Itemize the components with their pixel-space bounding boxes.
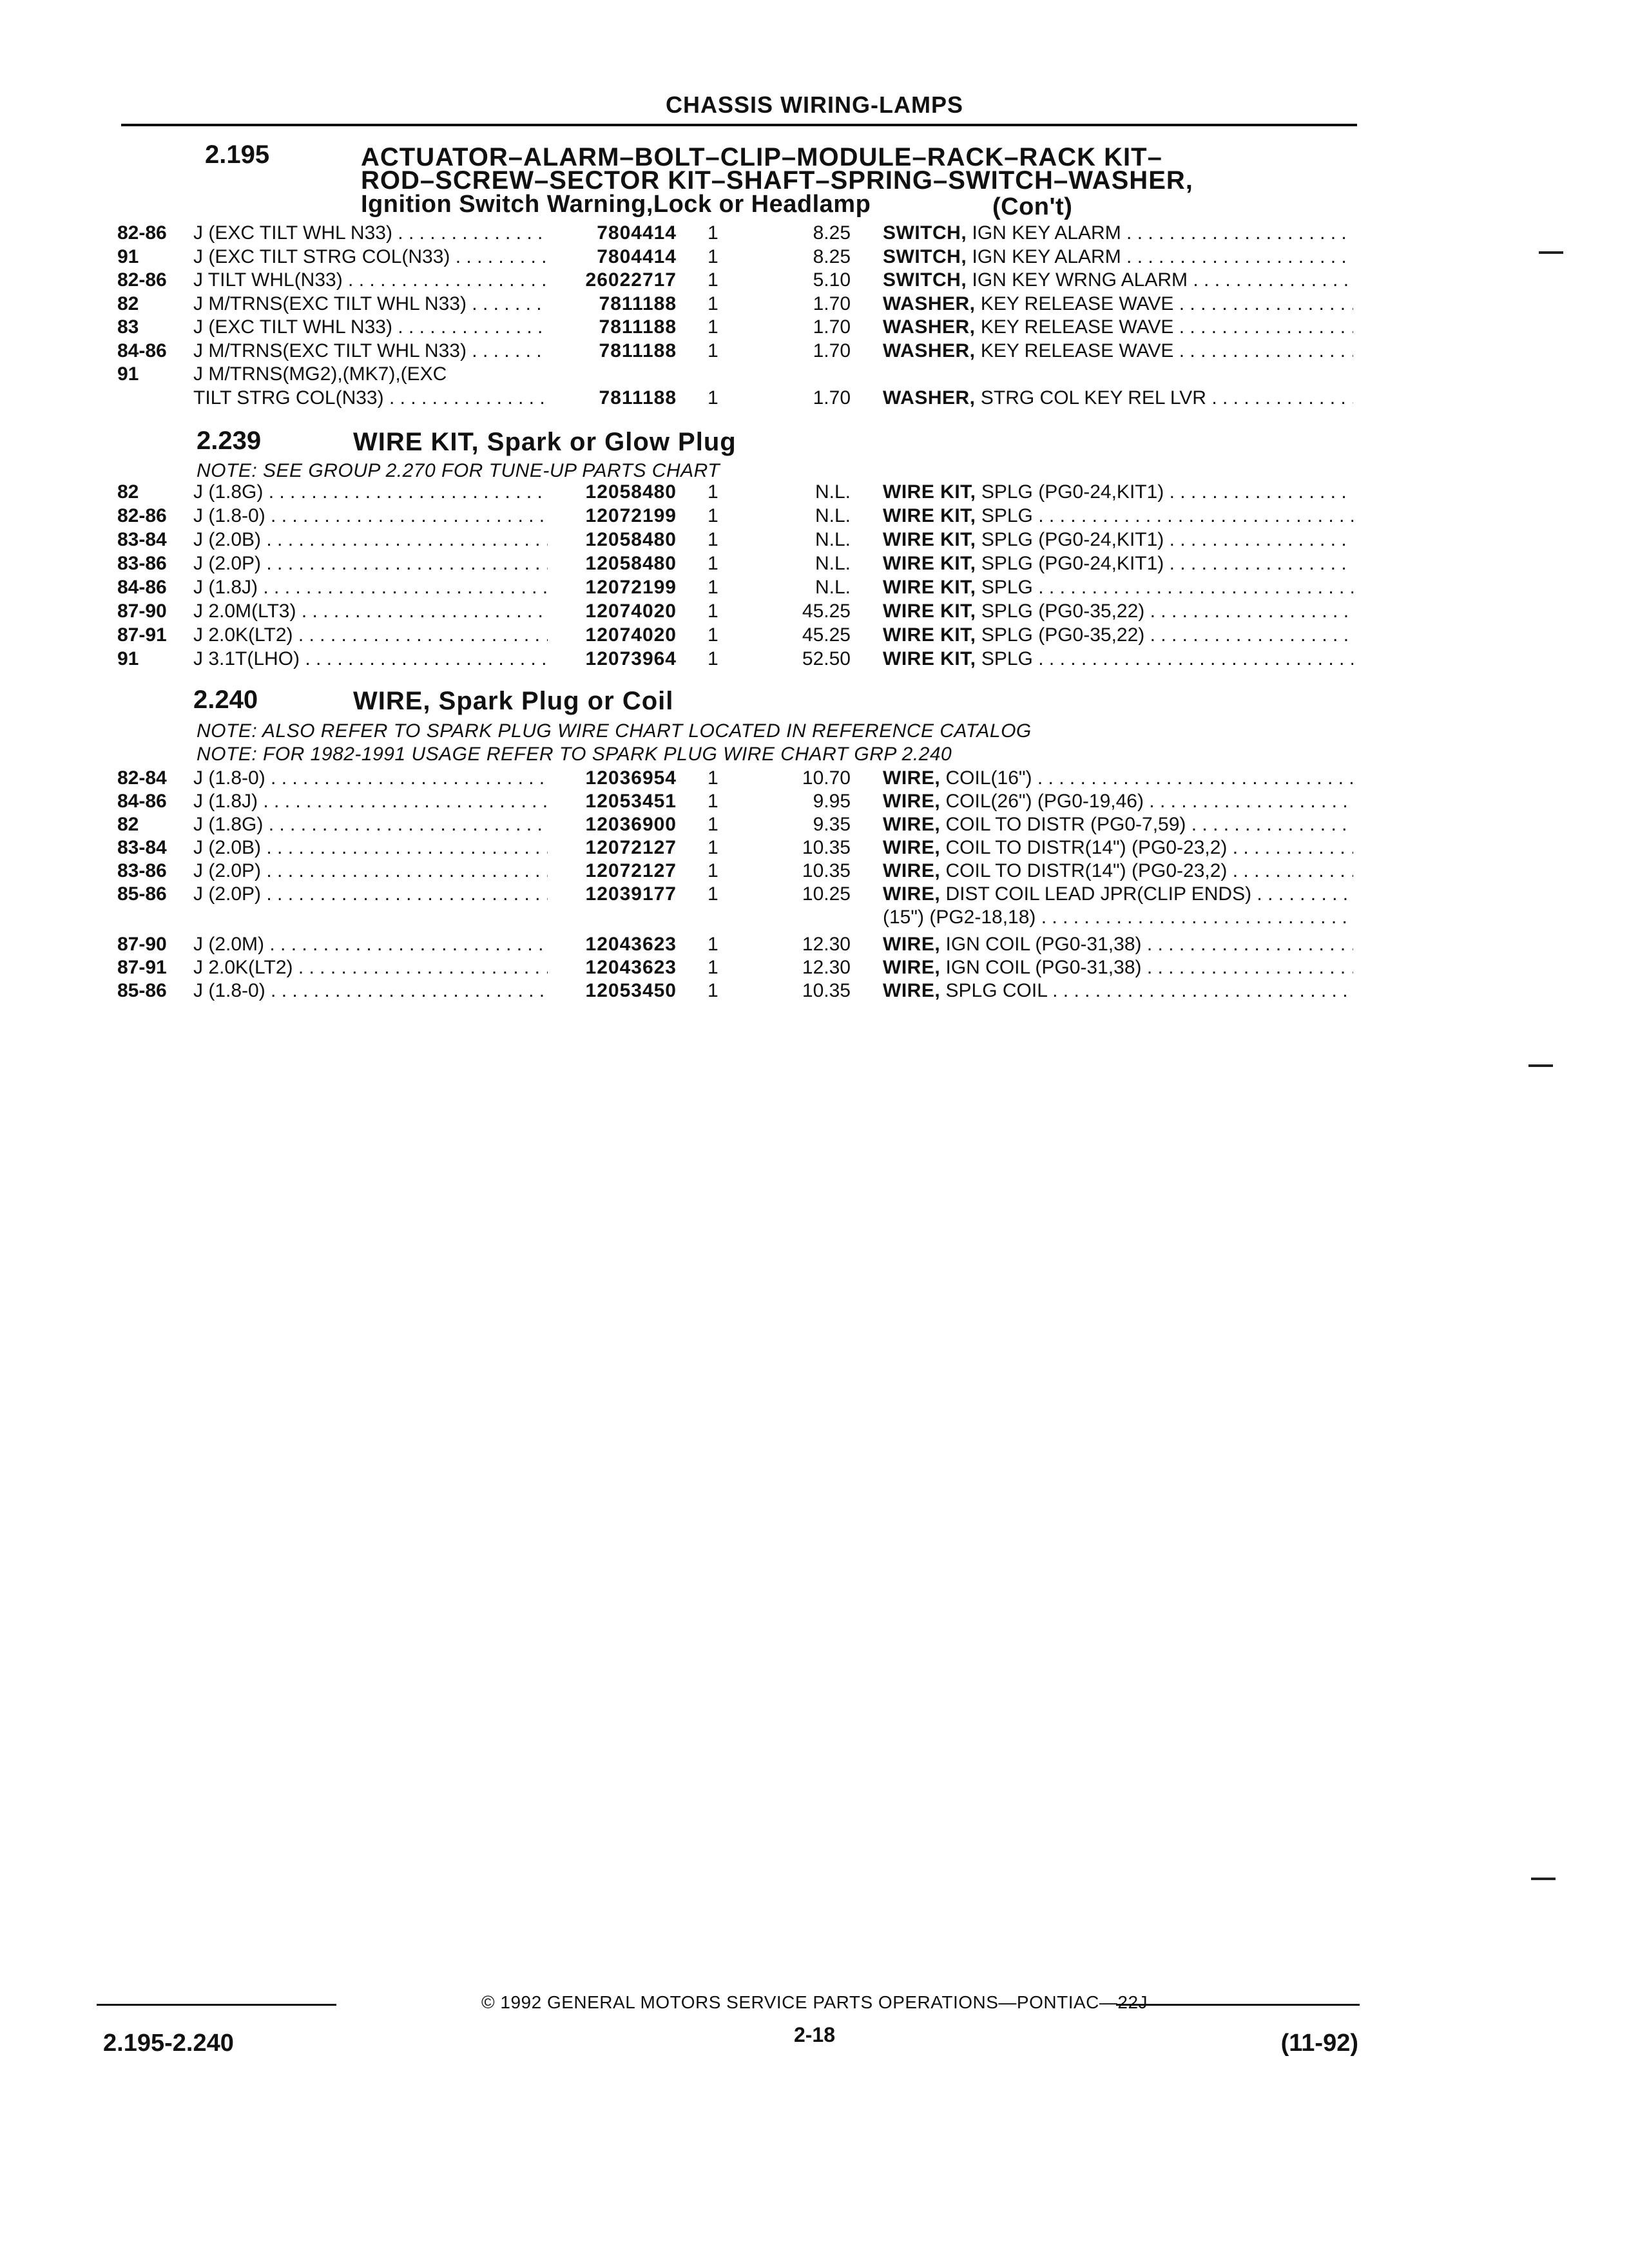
model-years: 82-86 [117, 505, 167, 526]
description [883, 552, 1353, 575]
description-text: COIL TO DISTR(14") (PG0-23,2) [945, 837, 1228, 858]
price: 45.25 [802, 601, 851, 622]
quantity: 1 [708, 316, 718, 338]
quantity: 1 [708, 980, 718, 1001]
application: J 2.0M(LT3) . . . [193, 600, 548, 623]
parts-row [0, 906, 1629, 929]
part-number: 12074020 [585, 624, 677, 646]
application: J (1.8-0) . . . [193, 767, 548, 790]
quantity: 1 [708, 529, 718, 550]
margin-mark [1528, 1064, 1553, 1067]
description-noun: WIRE KIT, [883, 648, 976, 669]
description [883, 624, 1353, 647]
part-number: 7804414 [597, 245, 677, 267]
model-years: 87-90 [117, 934, 167, 955]
quantity: 1 [708, 957, 718, 978]
description-noun: SWITCH, [883, 245, 967, 267]
parts-row [0, 316, 1629, 339]
part-number: 7811188 [599, 387, 677, 408]
description [883, 316, 1353, 339]
parts-row [0, 528, 1629, 552]
price: 5.10 [813, 269, 851, 291]
parts-row [0, 883, 1629, 906]
description [883, 600, 1353, 623]
price: 10.35 [802, 860, 851, 881]
parts-row [0, 387, 1629, 410]
section-title: WIRE KIT, Spark or Glow Plug [353, 428, 737, 456]
application: J M/TRNS(MG2),(MK7),(EXC [193, 363, 447, 385]
section-note: NOTE: ALSO REFER TO SPARK PLUG WIRE CHART LOCATED IN REFERENCE CATALOG [197, 720, 1032, 742]
price: 1.70 [813, 387, 851, 408]
price: 10.35 [802, 837, 851, 858]
model-years: 83-86 [117, 860, 167, 881]
description-text: SPLG (PG0-24,KIT1) [981, 553, 1164, 574]
quantity: 1 [708, 269, 718, 291]
application: J (EXC TILT WHL N33) . . . [193, 316, 548, 339]
description-noun: WIRE, [883, 934, 941, 955]
description-noun: WIRE, [883, 814, 941, 835]
model-years: 82 [117, 481, 139, 503]
part-number: 12073964 [585, 648, 677, 669]
application: J (1.8J) . . . [193, 790, 548, 813]
price: 45.25 [802, 624, 851, 646]
application: J (1.8G) . . . [193, 481, 548, 504]
part-number: 12043623 [585, 957, 677, 978]
quantity: 1 [708, 624, 718, 646]
model-years: 84-86 [117, 340, 167, 361]
description-noun: WIRE, [883, 791, 941, 812]
description [883, 956, 1353, 979]
description-noun: WIRE KIT, [883, 553, 976, 574]
parts-row [0, 860, 1629, 883]
parts-row [0, 293, 1629, 316]
price: 1.70 [813, 340, 851, 361]
model-years: 91 [117, 363, 139, 385]
description-noun: WIRE, [883, 860, 941, 881]
parts-row [0, 481, 1629, 504]
application: J (2.0P) . . . [193, 883, 548, 906]
parts-row [0, 979, 1629, 1003]
part-number: 12058480 [585, 481, 677, 503]
description [883, 648, 1353, 671]
description-text: IGN KEY ALARM [972, 245, 1121, 267]
description [883, 340, 1353, 363]
description-text: COIL TO DISTR(14") (PG0-23,2) [945, 860, 1228, 881]
description [883, 245, 1353, 269]
price: N.L. [815, 529, 851, 550]
description-noun: WIRE KIT, [883, 601, 976, 622]
parts-row [0, 552, 1629, 575]
quantity: 1 [708, 222, 718, 244]
part-number: 12058480 [585, 553, 677, 574]
parts-row [0, 576, 1629, 599]
application: J M/TRNS(EXC TILT WHL N33) . . . [193, 293, 548, 316]
section-subtitle: Ignition Switch Warning,Lock or Headlamp [361, 191, 871, 218]
application: J (2.0B) . . . [193, 528, 548, 552]
description-text: SPLG [981, 577, 1033, 598]
description-text: IGN KEY ALARM [972, 222, 1121, 244]
quantity: 1 [708, 387, 718, 408]
part-number: 12058480 [585, 529, 677, 550]
part-number: 12043623 [585, 934, 677, 955]
parts-row [0, 340, 1629, 363]
quantity: 1 [708, 481, 718, 503]
quantity: 1 [708, 934, 718, 955]
quantity: 1 [708, 293, 718, 314]
margin-mark [1539, 251, 1563, 254]
price: 8.25 [813, 245, 851, 267]
description-text: IGN COIL (PG0-31,38) [945, 934, 1142, 955]
model-years: 83-84 [117, 529, 167, 550]
parts-row [0, 956, 1629, 979]
application: J (2.0P) . . . [193, 552, 548, 575]
description [883, 790, 1353, 813]
description [883, 979, 1353, 1003]
parts-row [0, 767, 1629, 790]
part-number: 12053450 [585, 980, 677, 1001]
header-rule [121, 124, 1357, 126]
price: 1.70 [813, 293, 851, 314]
description [883, 906, 1353, 929]
description [883, 222, 1353, 245]
quantity: 1 [708, 837, 718, 858]
quantity: 1 [708, 791, 718, 812]
part-number: 12072199 [585, 505, 677, 526]
description-text: SPLG (PG0-35,22) [981, 624, 1145, 646]
part-number: 12072199 [585, 577, 677, 598]
description-text: STRG COL KEY REL LVR [980, 387, 1206, 408]
quantity: 1 [708, 648, 718, 669]
part-number: 7804414 [597, 222, 677, 244]
description-noun: WASHER, [883, 340, 976, 361]
description [883, 576, 1353, 599]
application: J (2.0B) . . . [193, 836, 548, 860]
quantity: 1 [708, 553, 718, 574]
price: 9.35 [813, 814, 851, 835]
description-noun: WASHER, [883, 293, 976, 314]
model-years: 82 [117, 814, 139, 835]
description [883, 883, 1353, 906]
application: J (2.0M) . . . [193, 933, 548, 956]
price: 12.30 [802, 934, 851, 955]
model-years: 87-90 [117, 601, 167, 622]
model-years: 87-91 [117, 624, 167, 646]
description-noun: WIRE KIT, [883, 577, 976, 598]
part-number: 12072127 [585, 837, 677, 858]
description-noun: WIRE KIT, [883, 481, 976, 503]
model-years: 85-86 [117, 980, 167, 1001]
application: J 2.0K(LT2) . . . [193, 624, 548, 647]
description-text: KEY RELEASE WAVE [980, 316, 1174, 338]
price: 10.25 [802, 883, 851, 905]
description-text: IGN COIL (PG0-31,38) [945, 957, 1142, 978]
price: 52.50 [802, 648, 851, 669]
quantity: 1 [708, 505, 718, 526]
section-note: NOTE: FOR 1982-1991 USAGE REFER TO SPARK PLUG WIRE CHART GRP 2.240 [197, 744, 952, 765]
application: J 3.1T(LHO) . . . [193, 648, 548, 671]
parts-row [0, 505, 1629, 528]
description-text: SPLG [981, 648, 1033, 669]
price: 10.35 [802, 980, 851, 1001]
parts-row [0, 648, 1629, 671]
quantity: 1 [708, 601, 718, 622]
description-noun: WIRE KIT, [883, 624, 976, 646]
description-text: COIL TO DISTR (PG0-7,59) [945, 814, 1186, 835]
footer-page-number: 2-18 [793, 2023, 836, 2046]
description-text: IGN KEY WRNG ALARM [972, 269, 1188, 291]
section-continued: (Con't) [992, 193, 1073, 220]
application: J (1.8G) . . . [193, 813, 548, 836]
description-text: SPLG (PG0-24,KIT1) [981, 529, 1164, 550]
price: 12.30 [802, 957, 851, 978]
application: J (1.8J) . . . [193, 576, 548, 599]
model-years: 82-86 [117, 269, 167, 291]
description-noun: WIRE, [883, 837, 941, 858]
part-number: 12036954 [585, 767, 677, 789]
application: J (2.0P) . . . [193, 860, 548, 883]
description-noun: WIRE, [883, 980, 941, 1001]
description-text: SPLG [981, 505, 1033, 526]
parts-row [0, 790, 1629, 813]
application: J (EXC TILT WHL N33) . . . [193, 222, 548, 245]
application: TILT STRG COL(N33) . . . [193, 387, 548, 410]
application: J M/TRNS(EXC TILT WHL N33) . . . [193, 340, 548, 363]
description-text: COIL(26") (PG0-19,46) [945, 791, 1144, 812]
price: 10.70 [802, 767, 851, 789]
parts-row [0, 933, 1629, 956]
model-years: 82 [117, 293, 139, 314]
part-number: 12074020 [585, 601, 677, 622]
model-years: 85-86 [117, 883, 167, 905]
description-text: (15") (PG2-18,18) [883, 907, 1036, 928]
description [883, 528, 1353, 552]
section-title: WIRE, Spark Plug or Coil [353, 687, 674, 715]
part-number: 7811188 [599, 340, 677, 361]
footer-revision-date: (11-92) [1280, 2030, 1358, 2057]
part-number: 12036900 [585, 814, 677, 835]
price: N.L. [815, 577, 851, 598]
description [883, 481, 1353, 504]
quantity: 1 [708, 860, 718, 881]
price: N.L. [815, 553, 851, 574]
price: 8.25 [813, 222, 851, 244]
model-years: 83-84 [117, 837, 167, 858]
page-header-title: CHASSIS WIRING-LAMPS [665, 91, 963, 118]
description-noun: WIRE, [883, 883, 941, 905]
description-noun: WIRE, [883, 767, 941, 789]
parts-row [0, 624, 1629, 647]
part-number: 7811188 [599, 293, 677, 314]
footer-copyright: © 1992 GENERAL MOTORS SERVICE PARTS OPERATIONS—PONTIAC—22J [481, 1992, 1148, 2012]
parts-row [0, 363, 1629, 386]
parts-row [0, 222, 1629, 245]
application: J (EXC TILT STRG COL(N33) . . . [193, 245, 548, 269]
quantity: 1 [708, 814, 718, 835]
parts-row [0, 600, 1629, 623]
part-number: 26022717 [585, 269, 677, 291]
quantity: 1 [708, 767, 718, 789]
description-text: COIL(16") [945, 767, 1032, 789]
parts-row [0, 836, 1629, 860]
application: J TILT WHL(N33) . . . [193, 269, 548, 292]
application: J (1.8-0) . . . [193, 979, 548, 1003]
description-noun: WIRE KIT, [883, 529, 976, 550]
part-number: 12039177 [585, 883, 677, 905]
quantity: 1 [708, 245, 718, 267]
application: J 2.0K(LT2) . . . [193, 956, 548, 979]
margin-mark [1531, 1878, 1556, 1880]
model-years: 83 [117, 316, 139, 338]
description-noun: WASHER, [883, 316, 976, 338]
application: J (1.8-0) . . . [193, 505, 548, 528]
description-noun: SWITCH, [883, 222, 967, 244]
description-text: KEY RELEASE WAVE [980, 340, 1174, 361]
part-number: 12053451 [585, 791, 677, 812]
description-text: SPLG (PG0-24,KIT1) [981, 481, 1164, 503]
description [883, 836, 1353, 860]
section-title-line-1: ACTUATOR–ALARM–BOLT–CLIP–MODULE–RACK–RACK KIT– [361, 143, 1162, 171]
price: N.L. [815, 505, 851, 526]
price: 1.70 [813, 316, 851, 338]
description-text: KEY RELEASE WAVE [980, 293, 1174, 314]
model-years: 91 [117, 648, 139, 669]
parts-row [0, 813, 1629, 836]
model-years: 87-91 [117, 957, 167, 978]
model-years: 84-86 [117, 577, 167, 598]
model-years: 83-86 [117, 553, 167, 574]
quantity: 1 [708, 883, 718, 905]
section-number: 2.239 [197, 427, 262, 455]
footer-group-range: 2.195-2.240 [103, 2030, 234, 2057]
description [883, 813, 1353, 836]
description-noun: SWITCH, [883, 269, 967, 291]
section-number: 2.240 [193, 686, 258, 714]
description-noun: WIRE KIT, [883, 505, 976, 526]
description [883, 269, 1353, 292]
model-years: 82-86 [117, 222, 167, 244]
part-number: 12072127 [585, 860, 677, 881]
model-years: 82-84 [117, 767, 167, 789]
description [883, 860, 1353, 883]
description-text: SPLG COIL [945, 980, 1047, 1001]
quantity: 1 [708, 577, 718, 598]
description [883, 933, 1353, 956]
description-noun: WIRE, [883, 957, 941, 978]
part-number: 7811188 [599, 316, 677, 338]
quantity: 1 [708, 340, 718, 361]
parts-row [0, 245, 1629, 269]
section-note: NOTE: SEE GROUP 2.270 FOR TUNE-UP PARTS CHART [197, 460, 720, 481]
parts-row [0, 269, 1629, 292]
description-text: SPLG (PG0-35,22) [981, 601, 1145, 622]
price: 9.95 [813, 791, 851, 812]
description-text: DIST COIL LEAD JPR(CLIP ENDS) [945, 883, 1252, 905]
section-number: 2.195 [205, 140, 270, 169]
description [883, 387, 1353, 410]
model-years: 91 [117, 245, 139, 267]
model-years: 84-86 [117, 791, 167, 812]
section-title-line-2: ROD–SCREW–SECTOR KIT–SHAFT–SPRING–SWITCH–WASHER, [361, 166, 1193, 195]
description [883, 505, 1353, 528]
description [883, 767, 1353, 790]
description-noun: WASHER, [883, 387, 976, 408]
description [883, 293, 1353, 316]
price: N.L. [815, 481, 851, 503]
